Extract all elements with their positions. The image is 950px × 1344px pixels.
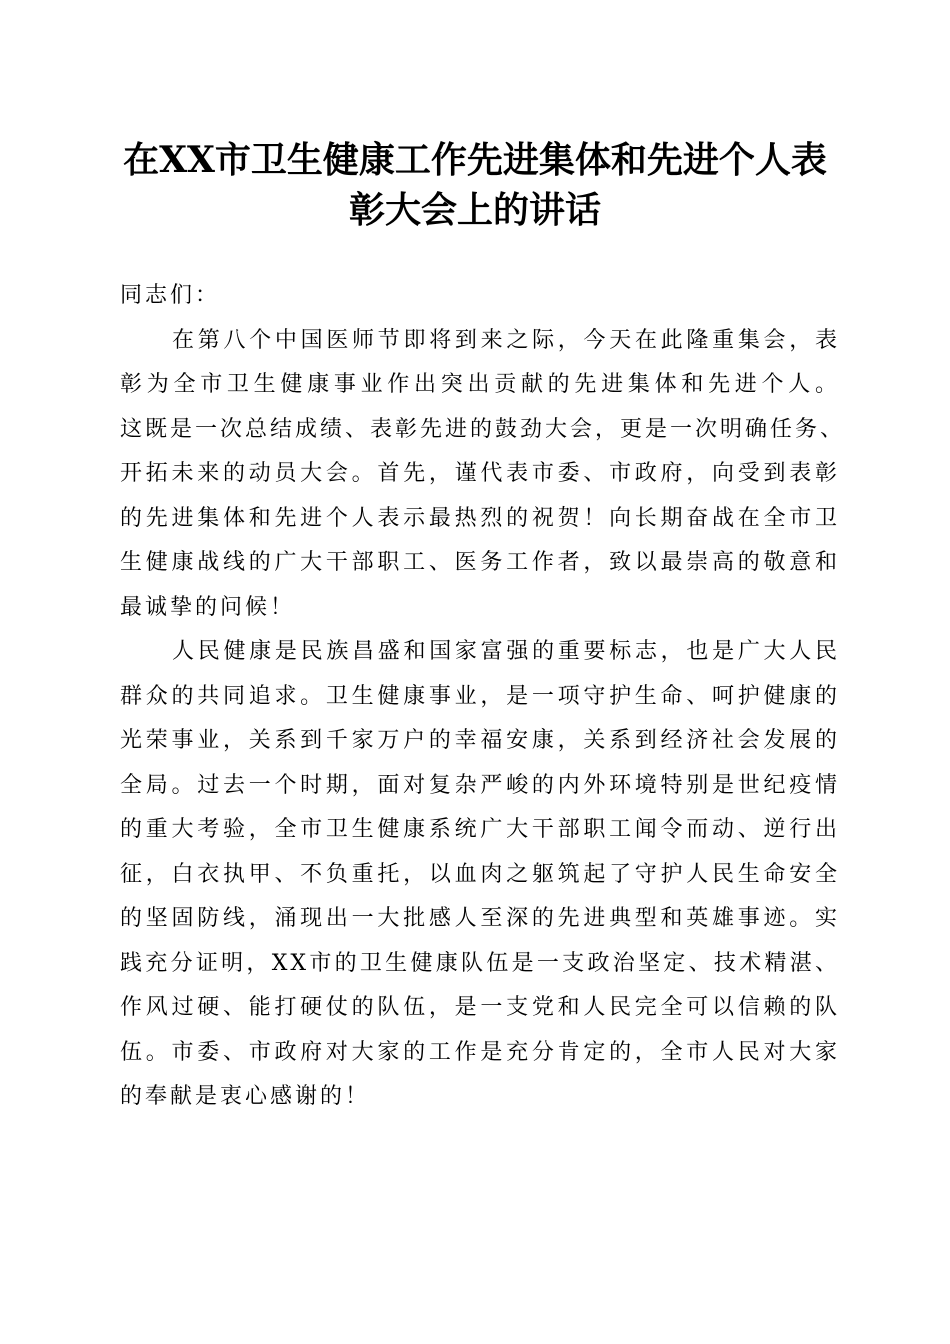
paragraph-line: 在第八个中国医师节即将到来之际，今天在此隆重集会，表	[172, 327, 840, 353]
paragraph-line: 彰为全市卫生健康事业作出突出贡献的先进集体和先进个人。	[120, 372, 840, 397]
document-body	[120, 274, 846, 1120]
paragraph-line: 作风过硬、能打硬仗的队伍，是一支党和人民完全可以信赖的队	[120, 995, 840, 1020]
paragraph-1	[120, 319, 846, 631]
paragraph-line: 践充分证明，XX市的卫生健康队伍是一支政治坚定、技术精湛、	[120, 950, 840, 976]
paragraph-line: 最诚挚的问候！	[120, 594, 296, 620]
title-line-1: 在XX市卫生健康工作先进集体和先进个人表	[123, 139, 827, 181]
paragraph-line: 的重大考验，全市卫生健康系统广大干部职工闻令而动、逆行出	[120, 817, 840, 842]
paragraph-line: 的奉献是衷心感谢的！	[120, 1084, 371, 1109]
paragraph-line: 征，白衣执甲、不负重托，以血肉之躯筑起了守护人民生命安全	[120, 861, 840, 887]
paragraph-line: 伍。市委、市政府对大家的工作是充分肯定的，全市人民对大家	[120, 1039, 840, 1065]
title-line-2: 彰大会上的讲话	[348, 189, 601, 231]
salutation: 同志们：	[120, 283, 221, 308]
paragraph-line: 群众的共同追求。卫生健康事业，是一项守护生命、呵护健康的	[120, 683, 840, 709]
paragraph-line: 的先进集体和先进个人表示最热烈的祝贺！向长期奋战在全市卫	[120, 505, 840, 531]
paragraph-2	[120, 630, 840, 1120]
paragraph-line: 全局。过去一个时期，面对复杂严峻的内外环境特别是世纪疫情	[120, 772, 840, 798]
paragraph-line: 开拓未来的动员大会。首先，谨代表市委、市政府，向受到表彰	[120, 461, 840, 486]
document-title	[100, 135, 850, 235]
paragraph-line: 生健康战线的广大干部职工、医务工作者，致以最崇高的敬意和	[120, 550, 840, 575]
paragraph-line: 人民健康是民族昌盛和国家富强的重要标志，也是广大人民	[172, 639, 840, 664]
paragraph-line: 光荣事业，关系到千家万户的幸福安康，关系到经济社会发展的	[120, 728, 840, 753]
paragraph-line: 的坚固防线，涌现出一大批感人至深的先进典型和英雄事迹。实	[120, 906, 840, 931]
paragraph-line: 这既是一次总结成绩、表彰先进的鼓劲大会，更是一次明确任务、	[120, 416, 846, 442]
